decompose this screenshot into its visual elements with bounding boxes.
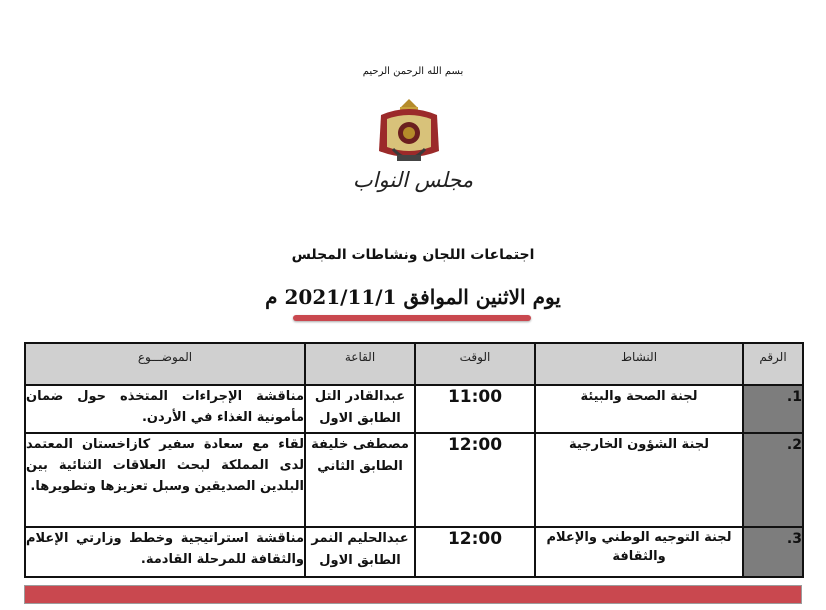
hall-name: عبدالقادر التل: [314, 389, 406, 404]
hall-floor: الطابق الاول: [319, 553, 401, 568]
row-hall: [305, 527, 415, 577]
column-header-activity: النشاط: [535, 343, 743, 385]
row-activity: لجنة التوجيه الوطني والإعلام والثقافة: [535, 527, 743, 577]
table-row: [25, 385, 803, 433]
column-header-time: الوقت: [415, 343, 535, 385]
page-title: اجتماعات اللجان ونشاطات المجلس: [291, 247, 535, 263]
row-activity: لجنة الصحة والبيئة: [535, 385, 743, 433]
row-topic: مناقشة الإجراءات المتخذه حول ضمان مأمونية الغذاء في الأردن.: [25, 385, 305, 433]
row-activity: لجنة الشؤون الخارجية: [535, 433, 743, 527]
hall-name: مصطفى خليفة: [311, 437, 409, 452]
row-number: 3.: [743, 527, 803, 577]
row-hall: [305, 385, 415, 433]
row-topic: لقاء مع سعادة سفير كازاخستان المعتمد لدى المملكة لبحث العلاقات الثنائية بين البلدين الصديقين وسبل تعزيزها وتطويرها.: [25, 433, 305, 527]
row-time: 12:00: [415, 433, 535, 527]
date-underline: [293, 315, 531, 321]
row-number: 1.: [743, 385, 803, 433]
row-number: 2.: [743, 433, 803, 527]
column-header-topic: الموضـــوع: [25, 343, 305, 385]
jordan-coat-of-arms-icon: [373, 93, 445, 171]
basmala: بسم الله الرحمن الرحيم: [362, 66, 464, 77]
table-row: [25, 527, 803, 577]
table-row: [25, 433, 803, 527]
row-time: 12:00: [415, 527, 535, 577]
row-time: 11:00: [415, 385, 535, 433]
row-hall: [305, 433, 415, 527]
hall-floor: الطابق الاول: [319, 411, 401, 426]
hall-floor: الطابق الثاني: [317, 459, 403, 474]
parliament-name-logo: مجلس النواب: [352, 168, 474, 192]
footer-bar: [24, 585, 802, 604]
schedule-table: [24, 342, 804, 578]
hall-name: عبدالحليم النمر: [311, 531, 409, 546]
row-topic: مناقشة استراتيجية وخطط وزارتي الإعلام والثقافة للمرحلة القادمة.: [25, 527, 305, 577]
column-header-number: الرقم: [743, 343, 803, 385]
date-heading: يوم الاثنين الموافق 2021/11/1 م: [265, 285, 561, 309]
table-header-row: [25, 343, 803, 385]
column-header-hall: القاعة: [305, 343, 415, 385]
